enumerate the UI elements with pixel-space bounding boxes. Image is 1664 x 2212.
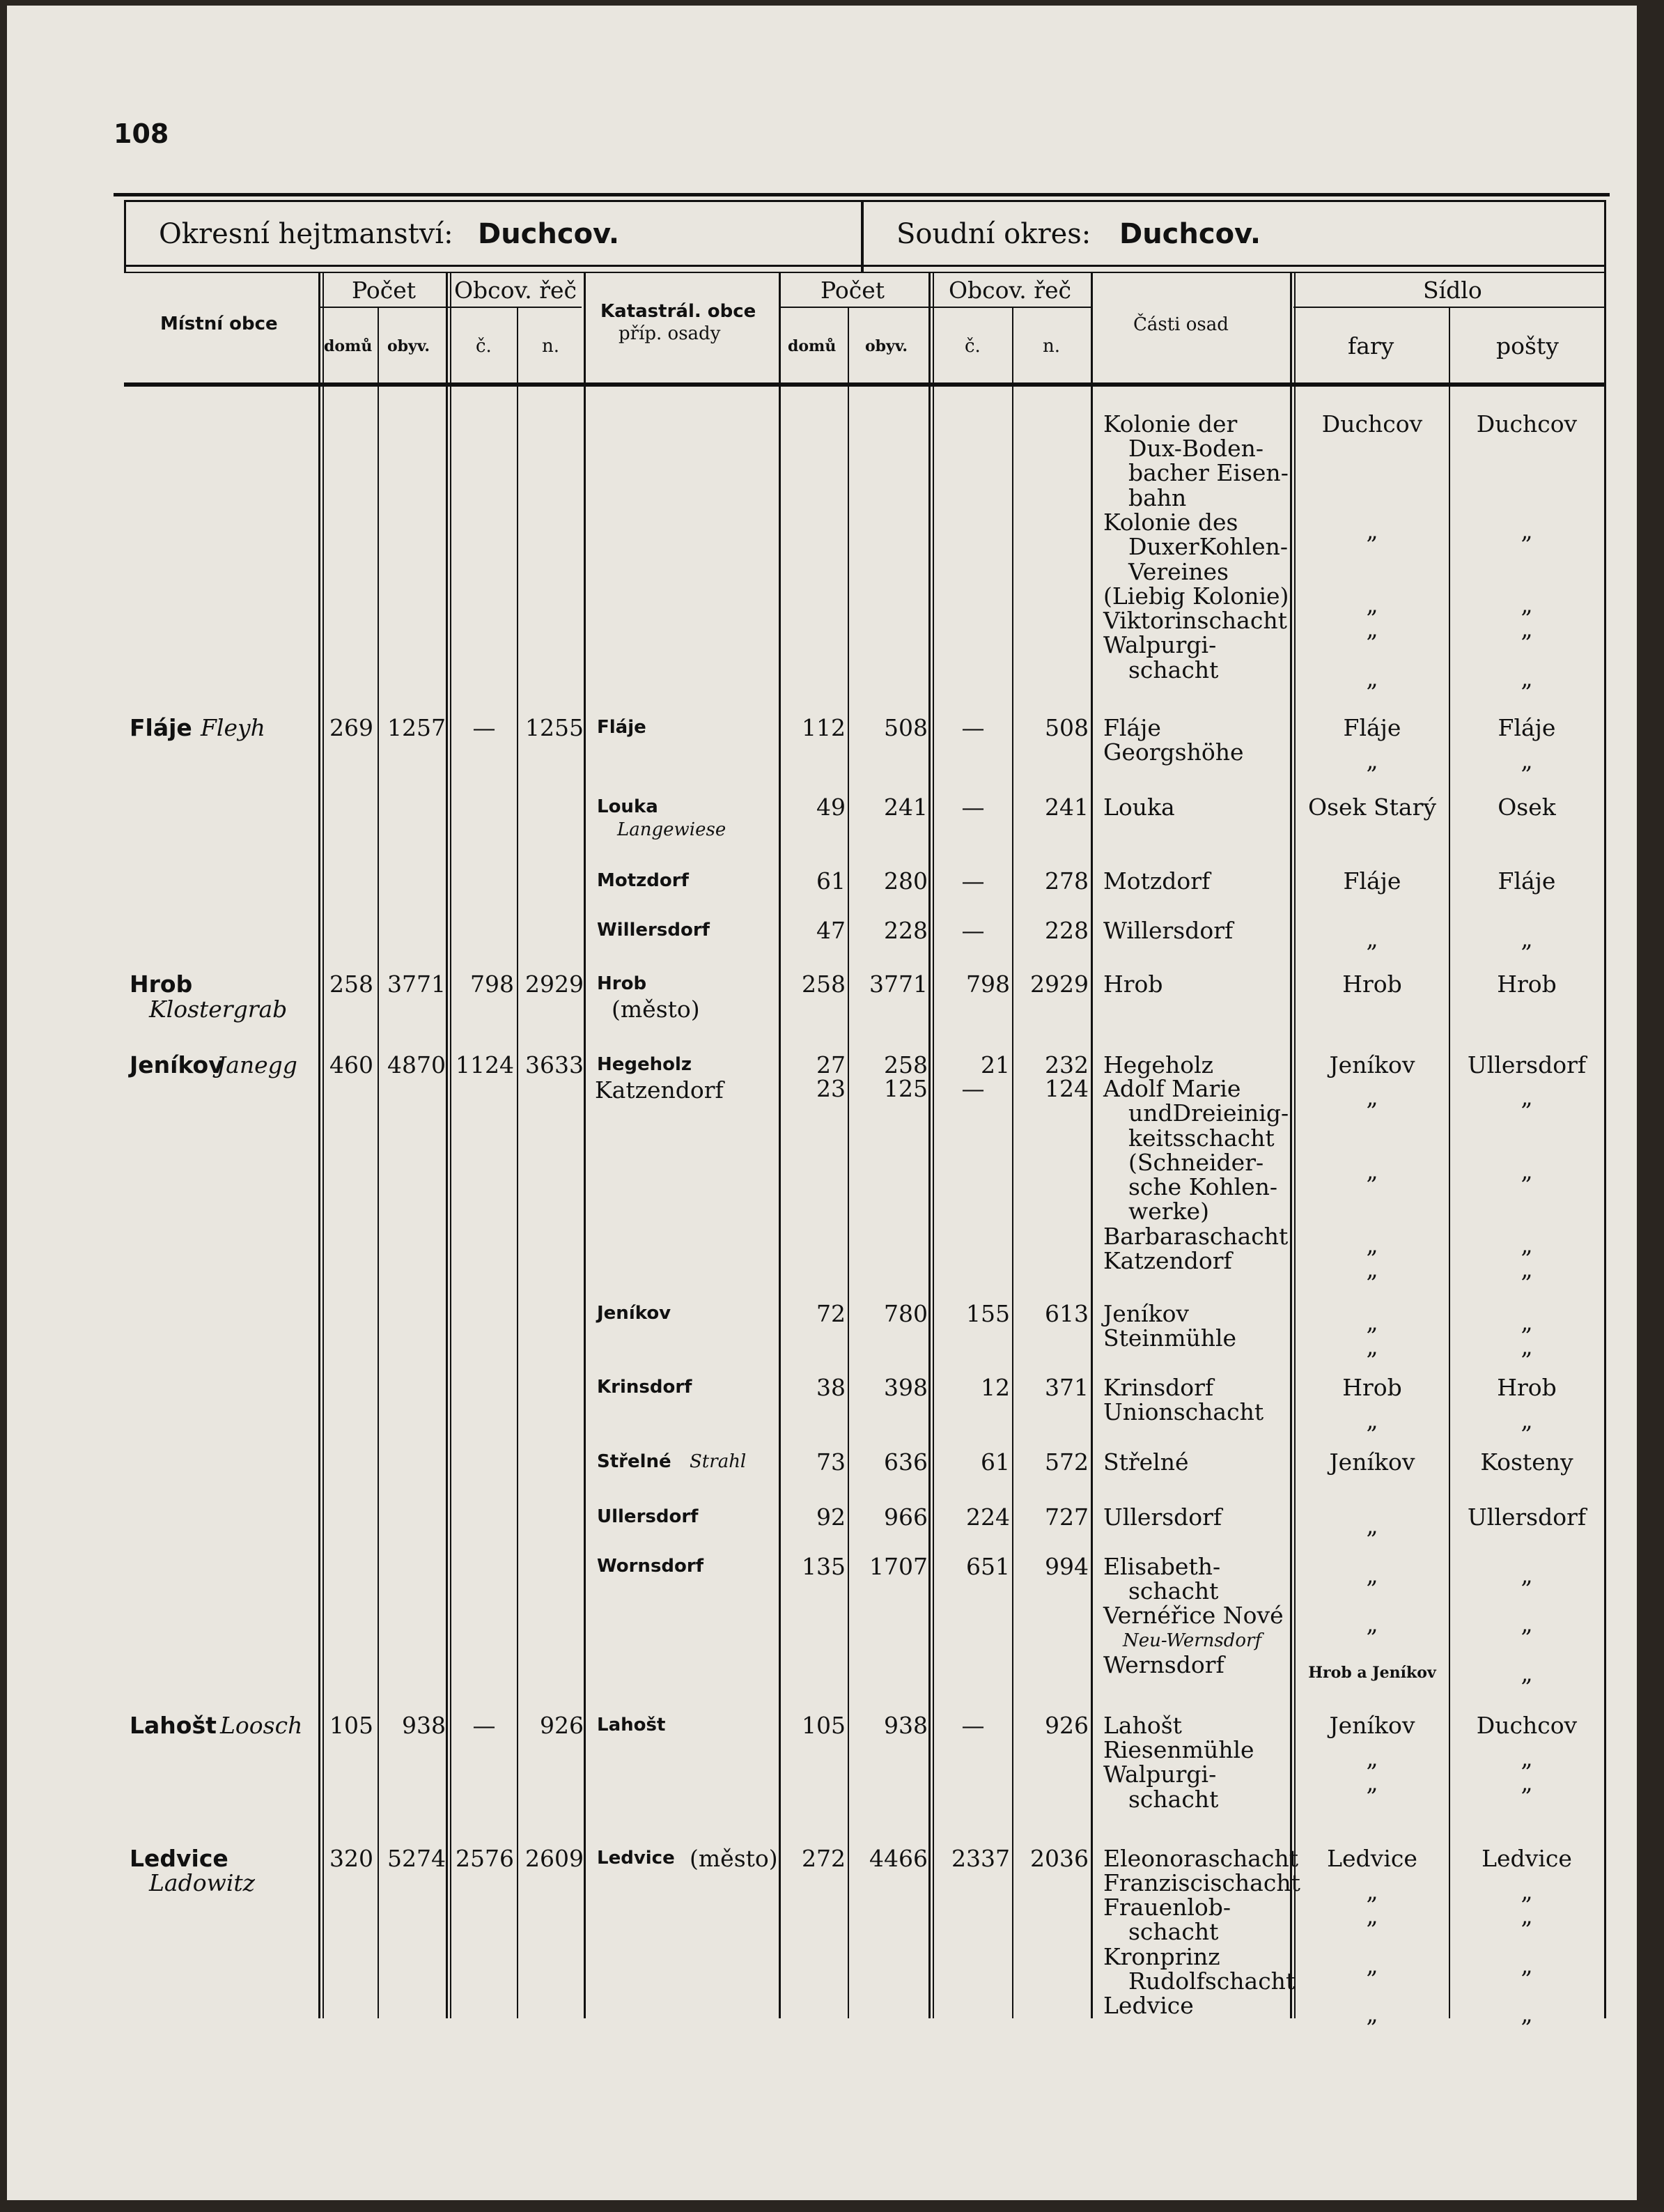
cad-german-spk: 371 xyxy=(1045,1374,1089,1401)
post-cell: Osek xyxy=(1498,794,1556,821)
col-line-8b xyxy=(933,273,934,2018)
colhead-municipality: Místní obce xyxy=(160,314,278,334)
cad-name: Střelné xyxy=(597,1451,671,1472)
col-line-4 xyxy=(517,307,518,2018)
col-line-5 xyxy=(584,273,586,2018)
post-cell: „ xyxy=(1521,1157,1533,1184)
muni-german: Klostergrab xyxy=(149,996,288,1023)
col-line-1b xyxy=(322,273,324,2018)
post-cell: „ xyxy=(1521,1333,1533,1360)
cad-inhab: 258 xyxy=(884,1051,928,1078)
muni-inhab: 3771 xyxy=(387,970,446,998)
colhead-inhab-1: obyv. xyxy=(387,337,430,355)
muni-german: Ladowitz xyxy=(149,1869,256,1896)
col-line-10 xyxy=(1091,273,1093,2018)
post-cell: „ xyxy=(1521,1255,1533,1283)
muni-czech: — xyxy=(472,714,496,741)
parish-cell: „ xyxy=(1366,591,1378,618)
cad-name: Hrob xyxy=(597,973,647,994)
part-line: werke) xyxy=(1128,1198,1209,1225)
court-name: Duchcov. xyxy=(1119,218,1261,250)
muni-czech: 2576 xyxy=(456,1845,514,1872)
part-line: Steinmühle xyxy=(1103,1324,1237,1352)
part-line: Neu-Wernsdorf xyxy=(1123,1630,1262,1651)
cad-german-spk: 727 xyxy=(1045,1503,1089,1531)
cad-name: Fláje xyxy=(597,717,646,738)
muni-german-spk: 2609 xyxy=(525,1845,584,1872)
colhead-czech-1: č. xyxy=(476,336,492,357)
muni-houses: 320 xyxy=(329,1845,373,1872)
parish-cell: „ xyxy=(1366,1561,1378,1588)
col-line-11 xyxy=(1290,273,1292,2018)
post-cell: „ xyxy=(1521,1951,1533,1979)
part-line: Wernsdorf xyxy=(1103,1651,1224,1678)
muni-inhab: 4870 xyxy=(387,1051,446,1078)
cad-houses: 92 xyxy=(816,1503,846,1531)
cad-name: Hegeholz xyxy=(597,1054,692,1075)
colhead-parish: fary xyxy=(1348,332,1394,359)
cad-german-spk: 124 xyxy=(1045,1075,1089,1102)
cad-german-spk: 232 xyxy=(1045,1051,1089,1078)
part-line: keitsschacht xyxy=(1128,1124,1275,1152)
header-bottom-rule-2 xyxy=(124,272,1606,273)
frame-right xyxy=(1604,200,1606,2018)
cad-houses: 105 xyxy=(802,1712,846,1739)
post-cell: „ xyxy=(1521,517,1533,544)
cad-houses: 112 xyxy=(802,714,846,741)
parish-cell: „ xyxy=(1366,1951,1378,1979)
cad-czech: — xyxy=(961,714,985,741)
parish-cell: Jeníkov xyxy=(1329,1448,1415,1476)
page-number: 108 xyxy=(114,118,169,149)
cad-czech: 61 xyxy=(981,1448,1010,1476)
part-line: Lahošt xyxy=(1103,1712,1182,1739)
colhead-houses-1: domů xyxy=(324,337,373,355)
cad-german-spk: 2036 xyxy=(1030,1845,1089,1872)
cad-inhab: 280 xyxy=(884,867,928,895)
muni-german: Janegg xyxy=(217,1051,297,1078)
muni-czech: 1124 xyxy=(456,1051,514,1078)
post-cell: Duchcov xyxy=(1476,410,1578,438)
post-cell: „ xyxy=(1521,2000,1533,2027)
post-cell: Duchcov xyxy=(1476,1712,1578,1739)
cad-german-spk: 572 xyxy=(1045,1448,1089,1476)
part-line: schacht xyxy=(1128,656,1219,683)
colhead-lang-2: Obcov. řeč xyxy=(949,277,1072,304)
cad-inhab: 508 xyxy=(884,714,928,741)
parish-cell: „ xyxy=(1366,1157,1378,1184)
part-line: Frauenlob- xyxy=(1103,1894,1231,1921)
post-cell: „ xyxy=(1521,1561,1533,1588)
cad-name: Lahošt xyxy=(597,1715,666,1735)
table-top-rule-thin xyxy=(124,200,1606,202)
district-name: Duchcov. xyxy=(478,218,620,250)
header-bottom-rule xyxy=(124,265,1606,267)
cad-houses: 38 xyxy=(816,1374,846,1401)
muni-german: Fleyh xyxy=(201,714,265,741)
cad-houses: 135 xyxy=(802,1553,846,1580)
cad-name: Wornsdorf xyxy=(597,1556,704,1577)
part-line: schacht xyxy=(1128,1918,1219,1945)
parish-cell: „ xyxy=(1366,665,1378,692)
part-line: Kolonie der xyxy=(1103,410,1238,438)
cad-german-spk: 508 xyxy=(1045,714,1089,741)
col-line-6 xyxy=(779,273,781,2018)
colhead-cadastral-2: příp. osady xyxy=(619,323,721,344)
parish-cell: „ xyxy=(1366,615,1378,642)
colhead-parts: Části osad xyxy=(1133,314,1229,335)
parish-cell: „ xyxy=(1366,925,1378,952)
district-label: Okresní hejtmanství: xyxy=(159,218,453,250)
part-line: Kolonie des xyxy=(1103,509,1238,536)
parish-cell: „ xyxy=(1366,1308,1378,1336)
part-line: sche Kohlen- xyxy=(1128,1173,1278,1200)
muni-czech: — xyxy=(472,1712,496,1739)
post-cell: „ xyxy=(1521,665,1533,692)
parish-cell: „ xyxy=(1366,747,1378,774)
col-line-7 xyxy=(848,307,849,2018)
cad-german-spk: 994 xyxy=(1045,1553,1089,1580)
muni-houses: 105 xyxy=(329,1712,373,1739)
part-line: Georgshöhe xyxy=(1103,738,1244,766)
muni-houses: 258 xyxy=(329,970,373,998)
cad-inhab: 3771 xyxy=(869,970,928,998)
post-cell: Fláje xyxy=(1498,867,1556,895)
cad-inhab: 398 xyxy=(884,1374,928,1401)
colhead-houses-2: domů xyxy=(788,337,837,355)
muni-inhab: 938 xyxy=(402,1712,446,1739)
cad-inhab: 4466 xyxy=(869,1845,928,1872)
parish-cell: „ xyxy=(1366,1745,1378,1772)
parish-cell: Osek Starý xyxy=(1308,794,1436,821)
post-cell: „ xyxy=(1521,747,1533,774)
parish-cell: Jeníkov xyxy=(1329,1051,1415,1078)
cad-houses: 47 xyxy=(816,917,846,944)
cad-houses: 61 xyxy=(816,867,846,895)
cad-czech: — xyxy=(961,867,985,895)
cad-german-spk: 278 xyxy=(1045,867,1089,895)
part-line: DuxerKohlen- xyxy=(1128,533,1289,560)
parish-cell: Ledvice xyxy=(1327,1845,1417,1872)
part-line: Walpurgi- xyxy=(1103,1761,1217,1788)
col-line-11b xyxy=(1294,273,1296,2018)
table-top-rule xyxy=(114,193,1610,196)
colhead-czech-2: č. xyxy=(965,336,981,357)
col-line-3b xyxy=(450,273,451,2018)
cad-czech: 651 xyxy=(966,1553,1010,1580)
col-line-1 xyxy=(318,273,320,2018)
cad-houses: 73 xyxy=(816,1448,846,1476)
cad-name: Ullersdorf xyxy=(597,1506,699,1527)
cad-houses: 258 xyxy=(802,970,846,998)
part-line: Walpurgi- xyxy=(1103,631,1217,658)
parish-cell: Fláje xyxy=(1343,714,1401,741)
parish-cell: Fláje xyxy=(1343,867,1401,895)
post-cell: „ xyxy=(1521,591,1533,618)
cad-name: Katzendorf xyxy=(595,1076,724,1104)
cad-houses: 23 xyxy=(816,1075,846,1102)
cad-german-spk: 2929 xyxy=(1030,970,1089,998)
colhead-cadastral: Katastrál. obce xyxy=(600,301,756,322)
part-line: undDreieinig- xyxy=(1128,1099,1289,1127)
post-cell: „ xyxy=(1521,1902,1533,1929)
cad-inhab: 241 xyxy=(884,794,928,821)
parish-cell: „ xyxy=(1366,1769,1378,1796)
colhead-post: pošty xyxy=(1496,332,1559,359)
cad-german-spk: 613 xyxy=(1045,1300,1089,1327)
cad-czech: — xyxy=(961,1075,985,1102)
part-line: Hrob xyxy=(1103,970,1163,998)
cad-inhab: 966 xyxy=(884,1503,928,1531)
part-line: Krinsdorf xyxy=(1103,1374,1214,1401)
part-line: Adolf Marie xyxy=(1103,1075,1241,1102)
post-cell: „ xyxy=(1521,1610,1533,1637)
frame-left-top xyxy=(124,200,126,272)
part-line: Franziscischacht xyxy=(1103,1869,1300,1896)
part-line: Vereines xyxy=(1128,558,1229,585)
colhead-seat: Sídlo xyxy=(1423,277,1482,304)
post-cell: „ xyxy=(1521,1231,1533,1258)
parish-cell: „ xyxy=(1366,517,1378,544)
colhead-inhab-2: obyv. xyxy=(865,337,908,355)
cad-inhab: 938 xyxy=(884,1712,928,1739)
part-line: Motzdorf xyxy=(1103,867,1211,895)
muni-german: Loosch xyxy=(220,1712,303,1739)
parish-cell: „ xyxy=(1366,1407,1378,1434)
part-line: Ledvice xyxy=(1103,1992,1194,2019)
parish-cell: „ xyxy=(1366,1878,1378,1905)
post-cell: „ xyxy=(1521,1308,1533,1336)
post-cell: Hrob xyxy=(1497,970,1557,998)
post-cell: „ xyxy=(1521,1407,1533,1434)
cad-inhab: 228 xyxy=(884,917,928,944)
colhead-count-1: Počet xyxy=(352,277,417,304)
muni-houses: 269 xyxy=(329,714,373,741)
cad-czech: 224 xyxy=(966,1503,1010,1531)
muni-german-spk: 926 xyxy=(540,1712,584,1739)
cad-name: Willersdorf xyxy=(597,920,710,941)
parish-cell: Jeníkov xyxy=(1329,1712,1415,1739)
cad-czech: — xyxy=(961,917,985,944)
part-line: Střelné xyxy=(1103,1448,1189,1476)
cad-czech: 798 xyxy=(966,970,1010,998)
colhead-bottom-rule xyxy=(124,382,1606,387)
part-line: Dux-Boden- xyxy=(1128,435,1264,462)
post-cell: „ xyxy=(1521,1878,1533,1905)
post-cell: Kosteny xyxy=(1480,1448,1573,1476)
part-line: Rudolfschacht xyxy=(1128,1967,1296,1995)
parish-cell: Duchcov xyxy=(1321,410,1423,438)
part-line: (Liebig Kolonie) xyxy=(1103,582,1289,610)
cad-czech: — xyxy=(961,794,985,821)
cad-german-spk: 926 xyxy=(1045,1712,1089,1739)
part-line: bacher Eisen- xyxy=(1128,459,1289,486)
cad-name: Ledvice xyxy=(597,1848,675,1869)
post-cell: „ xyxy=(1521,1660,1533,1687)
post-cell: Ullersdorf xyxy=(1467,1503,1587,1531)
muni-czech: 798 xyxy=(470,970,514,998)
cad-czech: 2337 xyxy=(951,1845,1010,1872)
cad-german-spk: 241 xyxy=(1045,794,1089,821)
parish-cell: Hrob a Jeníkov xyxy=(1308,1664,1436,1682)
col-line-2 xyxy=(378,307,379,2018)
part-line: schacht xyxy=(1128,1577,1219,1604)
cad-inhab: 1707 xyxy=(869,1553,928,1580)
parish-cell: „ xyxy=(1366,1231,1378,1258)
part-line: Katzendorf xyxy=(1103,1247,1232,1274)
colhead-german-2: n. xyxy=(1043,336,1061,357)
cad-german: Langewiese xyxy=(617,819,726,840)
parish-cell: „ xyxy=(1366,2000,1378,2027)
cad-houses: 49 xyxy=(816,794,846,821)
colhead-count-2: Počet xyxy=(821,277,885,304)
parish-cell: Hrob xyxy=(1342,1374,1402,1401)
muni-german-spk: 3633 xyxy=(525,1051,584,1078)
muni-name: Ledvice xyxy=(130,1845,228,1872)
parish-cell: „ xyxy=(1366,1333,1378,1360)
parish-cell: Hrob xyxy=(1342,970,1402,998)
part-line: Willersdorf xyxy=(1103,917,1234,944)
cad-german-spk: 228 xyxy=(1045,917,1089,944)
col-line-3 xyxy=(446,273,448,2018)
parish-cell: „ xyxy=(1366,1255,1378,1283)
parish-cell: „ xyxy=(1366,1610,1378,1637)
cad-note: (město) xyxy=(612,996,700,1023)
muni-houses: 460 xyxy=(329,1051,373,1078)
muni-inhab: 5274 xyxy=(387,1845,446,1872)
parish-cell: „ xyxy=(1366,1512,1378,1539)
post-cell: „ xyxy=(1521,925,1533,952)
part-line: Kronprinz xyxy=(1103,1943,1220,1970)
court-label: Soudní okres: xyxy=(896,218,1091,250)
parish-cell: „ xyxy=(1366,1083,1378,1111)
muni-name: Lahošt xyxy=(130,1712,217,1739)
part-line: Louka xyxy=(1103,794,1175,821)
colhead-sub-rule-2 xyxy=(779,307,1091,308)
post-cell: Ullersdorf xyxy=(1467,1051,1587,1078)
part-line: Eleonoraschacht xyxy=(1103,1845,1298,1872)
cad-inhab: 636 xyxy=(884,1448,928,1476)
post-cell: „ xyxy=(1521,615,1533,642)
cad-name: Jeníkov xyxy=(597,1303,671,1324)
muni-german-spk: 1255 xyxy=(525,714,584,741)
muni-inhab: 1257 xyxy=(387,714,446,741)
cad-inhab: 125 xyxy=(884,1075,928,1102)
cad-name: Motzdorf xyxy=(597,870,689,891)
col-line-9 xyxy=(1012,307,1013,2018)
colhead-lang-1: Obcov. řeč xyxy=(454,277,577,304)
col-line-8 xyxy=(928,273,931,2018)
muni-name: Jeníkov xyxy=(130,1051,224,1078)
cad-name: Krinsdorf xyxy=(597,1377,692,1398)
part-line: schacht xyxy=(1128,1786,1219,1813)
muni-name: Fláje xyxy=(130,714,192,741)
part-line: Elisabeth- xyxy=(1103,1553,1221,1580)
post-cell: „ xyxy=(1521,1745,1533,1772)
part-line: Hegeholz xyxy=(1103,1051,1214,1078)
part-line: Barbaraschacht xyxy=(1103,1223,1289,1250)
cad-czech: — xyxy=(961,1712,985,1739)
cad-czech: 155 xyxy=(966,1300,1010,1327)
part-line: Jeník​ov xyxy=(1103,1300,1190,1327)
part-line: bahn xyxy=(1128,484,1187,511)
cad-note: (město) xyxy=(690,1845,778,1872)
cad-houses: 27 xyxy=(816,1051,846,1078)
post-cell: Hrob xyxy=(1497,1374,1557,1401)
cad-houses: 272 xyxy=(802,1845,846,1872)
part-line: (Schneider- xyxy=(1128,1149,1264,1176)
post-cell: Fláje xyxy=(1498,714,1556,741)
cad-houses: 72 xyxy=(816,1300,846,1327)
muni-german-spk: 2929 xyxy=(525,970,584,998)
cad-name: Louka xyxy=(597,796,658,817)
muni-name: Hrob xyxy=(130,970,193,998)
header-divider xyxy=(861,200,864,272)
post-cell: Ledvice xyxy=(1482,1845,1572,1872)
part-line: Ullersdorf xyxy=(1103,1503,1222,1531)
cad-german: Strahl xyxy=(690,1451,747,1472)
part-line: Unionschacht xyxy=(1103,1398,1264,1425)
cad-inhab: 780 xyxy=(884,1300,928,1327)
part-line: Viktorinschacht xyxy=(1103,607,1287,634)
col-line-12 xyxy=(1449,307,1450,2018)
part-line: Vernéřice Nové xyxy=(1103,1602,1284,1629)
parish-cell: „ xyxy=(1366,1902,1378,1929)
cad-czech: 21 xyxy=(981,1051,1010,1078)
post-cell: „ xyxy=(1521,1083,1533,1111)
post-cell: „ xyxy=(1521,1769,1533,1796)
part-line: Riesenmühle xyxy=(1103,1736,1254,1763)
cad-czech: 12 xyxy=(981,1374,1010,1401)
colhead-german-1: n. xyxy=(542,336,560,357)
part-line: Fláje xyxy=(1103,714,1161,741)
